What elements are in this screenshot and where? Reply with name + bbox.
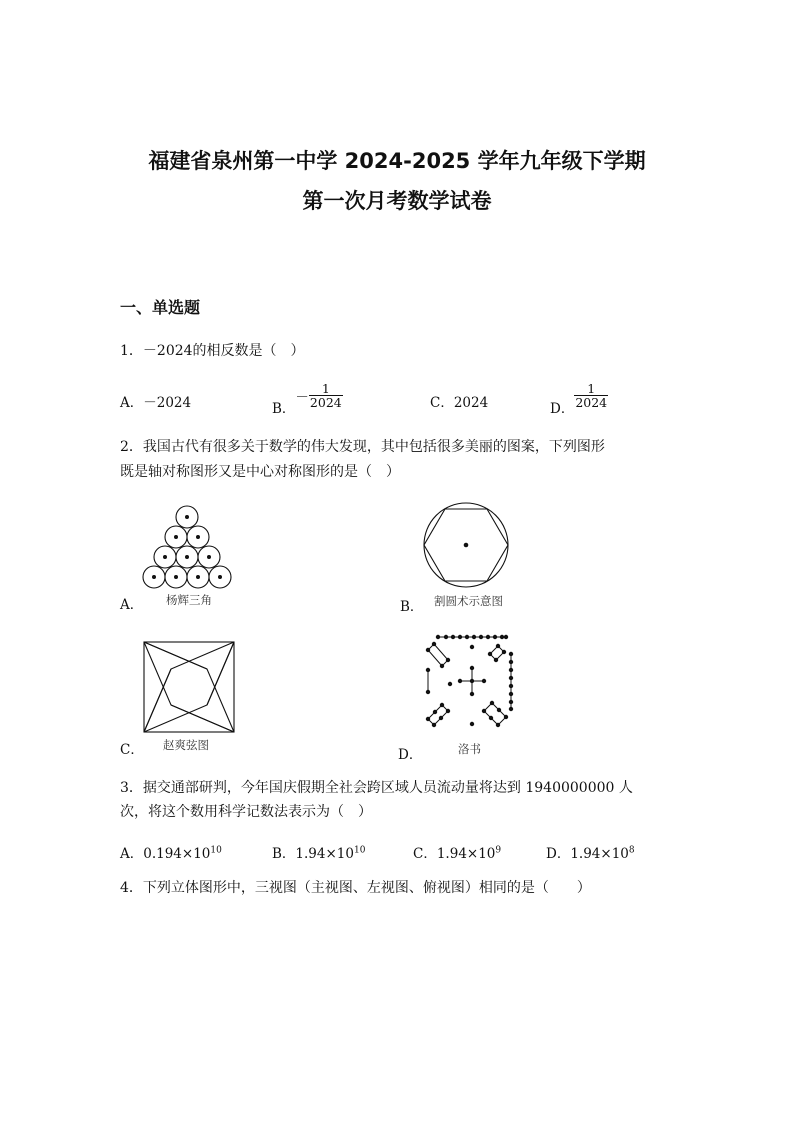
q3-option-d — [546, 842, 635, 862]
q3-option-b-label: B． — [272, 846, 296, 862]
luo-shu-figure — [420, 632, 520, 732]
q3-option-b — [272, 842, 365, 862]
question-1-stem: 1．－2024的相反数是（ ） — [120, 343, 305, 359]
q3-option-b-base: 1.94×10 — [295, 846, 354, 862]
q1-option-b-sign: － — [295, 389, 309, 406]
exam-title-line1: 福建省泉州第一中学 2024-2025 学年九年级下学期 — [148, 149, 646, 173]
q1-option-d-label: D． — [550, 401, 575, 417]
q3-option-c-label: C． — [413, 846, 437, 862]
q3-option-c-exponent: 9 — [495, 845, 502, 856]
q2-option-c: C． — [120, 742, 144, 758]
q1-option-d-fraction — [574, 382, 608, 409]
question-2-line2: 既是轴对称图形又是中心对称图形的是（ ） — [120, 464, 400, 480]
q2-option-a-caption: 杨辉三角 — [166, 593, 212, 607]
q2-option-b: B． — [400, 599, 424, 615]
zhao-shuang-chord-figure — [143, 641, 235, 733]
question-3-line1: 3．据交通部研判，今年国庆假期全社会跨区域人员流动量将达到 1940000000 人 — [120, 780, 633, 796]
q1-option-b — [272, 382, 343, 417]
q2-option-b-caption: 割圆术示意图 — [434, 594, 503, 608]
q1-option-c: C．2024 — [430, 395, 489, 411]
question-3-line2: 次，将这个数用科学记数法表示为（ ） — [120, 804, 372, 820]
q2-option-a: A． — [120, 597, 144, 613]
q1-option-b-label: B． — [272, 401, 296, 417]
q3-option-d-base: 1.94×10 — [570, 846, 629, 862]
q3-option-a-base: 0.194×10 — [143, 846, 211, 862]
q3-option-a — [120, 842, 222, 862]
q2-option-c-caption: 赵爽弦图 — [163, 738, 209, 752]
q3-option-d-exponent: 8 — [628, 845, 635, 856]
fraction-denominator: 2024 — [575, 395, 608, 410]
q3-option-c-base: 1.94×10 — [436, 846, 496, 862]
section-heading: 一、单选题 — [120, 298, 201, 317]
q3-option-b-exponent: 10 — [353, 845, 366, 856]
q1-option-b-fraction — [309, 382, 343, 409]
question-2-line1: 2．我国古代有很多关于数学的伟大发现，其中包括很多美丽的图案，下列图形 — [120, 439, 605, 455]
fraction-numerator: 1 — [574, 382, 608, 396]
yang-hui-triangle-figure — [140, 500, 240, 592]
q3-option-a-label: A． — [120, 846, 144, 862]
question-4-stem: 4．下列立体图形中，三视图（主视图、左视图、俯视图）相同的是（ ） — [120, 880, 591, 896]
fraction-numerator: 1 — [309, 382, 343, 396]
circle-cutting-figure — [420, 500, 512, 592]
q3-option-c — [413, 842, 501, 862]
exam-title-line2: 第一次月考数学试卷 — [302, 189, 492, 213]
q3-option-d-label: D． — [546, 846, 571, 862]
q1-option-d — [550, 382, 608, 417]
q1-option-a: A．－2024 — [120, 395, 192, 411]
q3-option-a-exponent: 10 — [210, 845, 222, 856]
q2-option-d-caption: 洛书 — [458, 742, 481, 756]
q2-option-d: D． — [398, 747, 423, 763]
fraction-denominator: 2024 — [309, 395, 342, 410]
